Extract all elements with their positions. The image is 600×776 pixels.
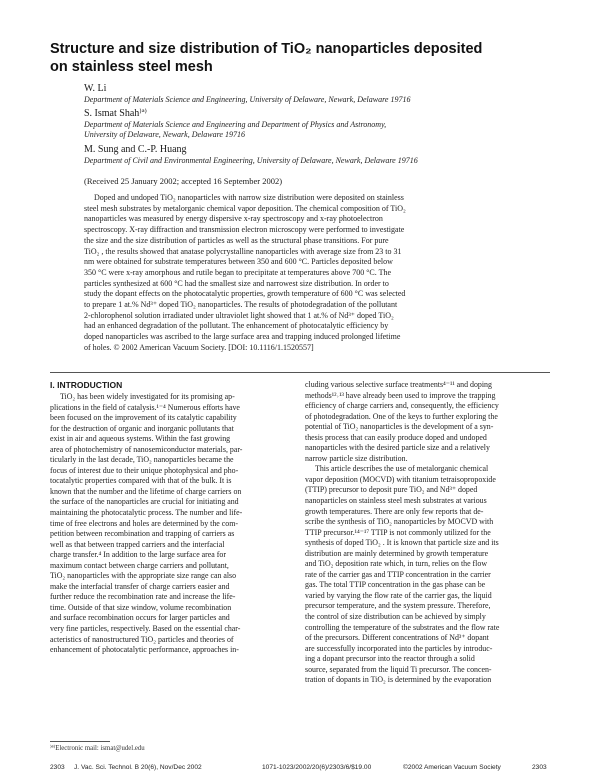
text-line: acteristics of nanostructured TiO₂ particles and theories of bbox=[50, 634, 234, 644]
text-line: nanoparticles on stainless steel mesh substrates at various bbox=[305, 496, 487, 506]
text-line: 2-chlorophenol solution irradiated under ultraviolet light showed that 1 at.% of Nd³⁺ doped TiO₂ bbox=[84, 310, 394, 320]
text-line: growth temperatures. There are only few reports that de- bbox=[305, 506, 484, 516]
text-line: known that the number and the lifetime of charge carriers on bbox=[50, 486, 242, 496]
paper-title bbox=[50, 40, 550, 76]
text-line: ing a dopant precursor into the reactor through a solid bbox=[305, 654, 475, 664]
footer-copyright: ©2002 American Vacuum Society bbox=[403, 764, 501, 771]
author-affiliation: Department of Materials Science and Engineering, University of Delaware, Newark, Delaware 19716 bbox=[84, 95, 411, 104]
text-line: TiO₂ nanoparticles with the appropriate size range can also bbox=[50, 571, 237, 581]
author-affiliation: University of Delaware, Newark, Delaware 19716 bbox=[84, 130, 245, 139]
text-line: time. Outside of that size window, volume recombination bbox=[50, 602, 232, 612]
text-line: source, separated from the liquid Ti precursor. The concen- bbox=[305, 664, 492, 674]
text-line: area of photochemistry of nanosemiconductor materials, par- bbox=[50, 444, 243, 454]
text-line: precursor temperature, and the system pressure. Therefore, bbox=[305, 601, 491, 611]
received-dates: (Received 25 January 2002; accepted 16 September 2002) bbox=[84, 176, 283, 186]
text-line: TTIP precursor.¹⁴⁻¹⁷ TTIP is not commonly utilized for the bbox=[305, 527, 491, 537]
text-line: maximum contact between charge carriers and pollutant, bbox=[50, 560, 229, 570]
text-line: controlling the temperature of the substrates and the flow rate bbox=[305, 622, 500, 632]
text-line: distribution are mainly determined by growth temperature bbox=[305, 548, 489, 558]
text-line: very fine particles, respectively. Based on the essential char- bbox=[50, 624, 241, 634]
text-line: petition between recombination and trapping of carriers as bbox=[50, 529, 235, 539]
text-line: study the dopant effects on the photocatalytic properties, growth temperature of 600 °C was selected bbox=[84, 289, 406, 299]
author-entry-3 bbox=[84, 144, 564, 166]
footer-page-number-right: 2303 bbox=[532, 764, 547, 771]
text-line: of holes. © 2002 American Vacuum Society. [DOI: 10.1116/1.1520557] bbox=[84, 342, 314, 352]
text-line: well as that between trapped carriers and the interfacial bbox=[50, 539, 225, 549]
body-column-left bbox=[50, 392, 282, 656]
text-line: gas. The total TTIP concentration in the gas phase can be bbox=[305, 580, 486, 590]
text-line: doped nanoparticles was ascribed to the large surface area and trapping induced prolonged lifetime bbox=[84, 332, 401, 342]
text-line: focus of interest due to their unique photophysical and pho- bbox=[50, 465, 239, 475]
footer-page-number: 2303 bbox=[50, 764, 65, 771]
text-line: tration of dopants in TiO₂ is determined by the evaporation bbox=[305, 675, 492, 685]
text-line: for the destruction of organic and inorganic pollutants that bbox=[50, 423, 234, 433]
text-line: of the precursors. Different concentrations of Nd³⁺ dopant bbox=[305, 633, 489, 643]
author-entry-1 bbox=[84, 83, 564, 105]
text-line: narrow particle size distribution. bbox=[305, 453, 408, 463]
text-line: are successfully incorporated into the particles by introduc- bbox=[305, 643, 493, 653]
text-line: efficiency of charge carriers and, consequently, the efficiency bbox=[305, 401, 499, 411]
text-line: ticularly in the last decade, TiO₂ nanoparticles became the bbox=[50, 455, 234, 465]
text-line: rate of the carrier gas and TTIP concentration in the carrier bbox=[305, 569, 491, 579]
author-affiliation: Department of Civil and Environmental Engineering, University of Delaware, Newark, Delaware 19716 bbox=[84, 156, 418, 165]
footer-issn: 1071-1023/2002/20(6)/2303/6/$19.00 bbox=[262, 764, 372, 771]
author-name: S. Ismat Shah⁾ª⁾ bbox=[84, 108, 147, 119]
text-line: 350 °C were x-ray amorphous and rutile began to precipitate at temperatures above 700 °C. The bbox=[84, 267, 392, 277]
text-line: exist in air and aqueous systems. Within the fast growing bbox=[50, 434, 231, 444]
text-line: make the interfacial transfer of charge carriers easier and bbox=[50, 581, 230, 591]
text-line: scribe the synthesis of TiO₂ nanoparticles by MOCVD with bbox=[305, 517, 494, 527]
text-line: had an enhanced degradation of the pollutant. The enhancement of photocatalytic efficiency by bbox=[84, 321, 389, 331]
section-heading: I. INTRODUCTION bbox=[50, 380, 123, 390]
text-line: methods¹²˒¹³ have already been used to improve the trapping bbox=[305, 390, 496, 400]
text-line: and surface recombination occurs for larger particles and bbox=[50, 613, 230, 623]
text-line: and TiO₂ deposition rate which, in turn, relies on the flow bbox=[305, 559, 488, 569]
footnote-divider bbox=[50, 741, 110, 742]
text-line: nanoparticles with the desired particle size and a relatively bbox=[305, 443, 490, 453]
text-line: spectroscopy. X-ray diffraction and transmission electron microscopy were performed to investigate bbox=[84, 225, 405, 235]
text-line: been focused on the improvement of its catalytic capability bbox=[50, 413, 237, 423]
text-line: cluding various selective surface treatments⁴⁻¹¹ and doping bbox=[305, 380, 492, 389]
text-line: steel mesh substrates by metalorganic chemical vapor deposition. The chemical composition of TiO₂ bbox=[84, 203, 406, 213]
text-line: potential of TiO₂ nanoparticles is the development of a syn- bbox=[305, 422, 494, 432]
text-line: to prepare 1 at.% Nd³⁺ doped TiO₂ nanoparticles. The results of photodegradation of the pollutant bbox=[84, 300, 398, 310]
text-line: synthesis of doped TiO₂ . It is known that particle size and its bbox=[305, 538, 499, 548]
text-line: further reduce the recombination rate and increase the life- bbox=[50, 592, 236, 602]
divider bbox=[50, 372, 550, 373]
title-line-1: Structure and size distribution of TiO₂ nanoparticles deposited bbox=[50, 41, 483, 57]
text-line: of photodegradation. One of the keys to further exploring the bbox=[305, 411, 498, 421]
text-line: Doped and undoped TiO₂ nanoparticles with narrow size distribution were deposited on stainless bbox=[94, 193, 404, 202]
text-line: This article describes the use of metalorganic chemical bbox=[315, 464, 489, 474]
text-line: TiO₂ , the results showed that anatase polycrystalline nanoparticles with average size from 23 to 31 bbox=[84, 246, 402, 256]
text-line: the size and the size distribution of particles as well as the structural phase transitions. For pure bbox=[84, 235, 389, 245]
author-name: W. Li bbox=[84, 83, 107, 94]
footer-journal: J. Vac. Sci. Technol. B 20(6), Nov/Dec 2002 bbox=[74, 764, 202, 771]
text-line: thesis process that can easily produce doped and undoped bbox=[305, 432, 487, 442]
text-line: particles synthesized at 600 °C had the smallest size and narrowest size distribution. In order to bbox=[84, 278, 389, 288]
abstract bbox=[84, 193, 514, 354]
author-affiliation: Department of Materials Science and Engineering and Department of Physics and Astronomy, bbox=[84, 120, 387, 129]
text-line: charge transfer.⁴ In addition to the large surface area for bbox=[50, 550, 226, 560]
text-line: tocatalytic properties compared with that of the bulk. It is bbox=[50, 476, 232, 486]
text-line: maintaining the photocatalytic process. The number and life- bbox=[50, 508, 243, 518]
text-line: nm were obtained for substrate temperatures between 350 and 600 °C. Particles deposited below bbox=[84, 257, 393, 267]
text-line: plications in the field of catalysis.¹⁻⁴ Numerous efforts have bbox=[50, 402, 240, 412]
text-line: (TTIP) precursor to deposit pure TiO₂ and Nd³⁺ doped bbox=[305, 485, 478, 495]
text-line: enhancement of photocatalytic performance, approaches in- bbox=[50, 645, 239, 655]
footnote: ⁾ª⁾Electronic mail: ismat@udel.edu bbox=[50, 745, 145, 752]
text-line: time of free electrons and holes are determined by the com- bbox=[50, 518, 238, 528]
title-line-2: on stainless steel mesh bbox=[50, 59, 213, 75]
text-line: the control of size distribution can be achieved by simply bbox=[305, 612, 486, 622]
text-line: vapor deposition (MOCVD) with titanium tetraisopropoxide bbox=[305, 474, 496, 484]
body-column-right bbox=[305, 380, 537, 686]
text-line: varied by varying the flow rate of the carrier gas, the liquid bbox=[305, 590, 492, 600]
author-entry-2 bbox=[84, 108, 564, 140]
text-line: the surface of the nanoparticles are crucial for initiating and bbox=[50, 497, 239, 507]
author-name: M. Sung and C.-P. Huang bbox=[84, 144, 187, 155]
text-line: TiO₂ has been widely investigated for its promising ap- bbox=[60, 392, 235, 401]
text-line: nanoparticles was measured by energy dispersive x-ray spectroscopy and x-ray photoelectron bbox=[84, 214, 383, 224]
